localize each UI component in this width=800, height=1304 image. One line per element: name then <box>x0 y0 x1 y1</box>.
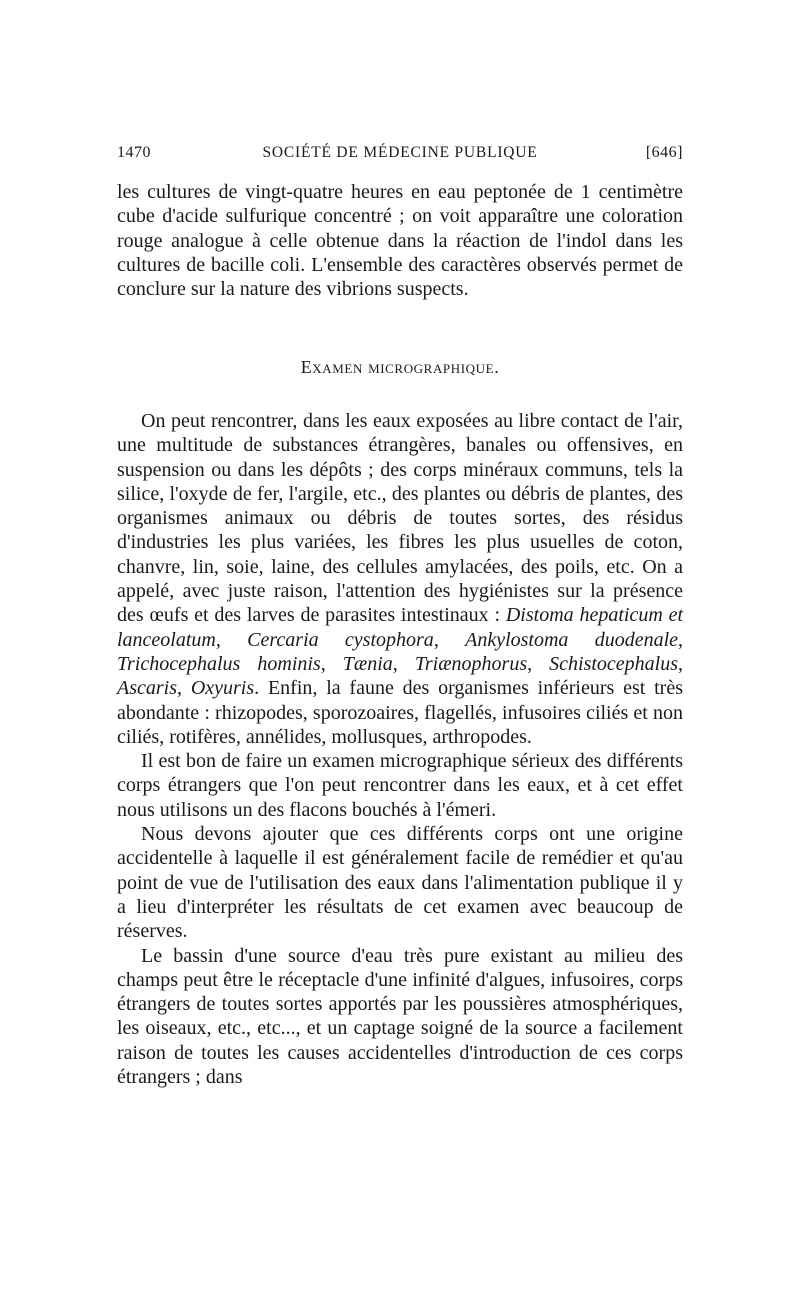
paragraph-origine: Nous devons ajouter que ces différents corps ont une origine accidentelle à laquelle il est généralement facile de remédier et qu'au point de vue de l'utilisation des eaux dans l'alimentation publique il y a lieu d'interpréter les résultats de cet examen avec beaucoup de réserves. <box>117 823 683 943</box>
paragraph-parasites-start: On peut rencontrer, dans les eaux exposées au libre contact de l'air, une multitude de substances étrangères, banales ou offensives, en suspension ou dans les dépôts ; des corps minéraux communs, tels la silice, l'oxyde de fer, l'argile, etc., des plantes ou débris de plantes, des organismes animaux ou débris de toutes sortes, des résidus d'industries les plus variées, les fibres les plus usuelles de coton, chanvre, lin, soie, laine, des cellules amylacées, des poils, etc. On a appelé, avec juste raison, l'attention des hygiénistes sur la présence des œufs et des larves de parasites intestinaux : <box>117 410 683 627</box>
species-name: Schistocephalus <box>549 652 679 675</box>
page-number: 1470 <box>117 144 151 161</box>
paragraph-examen: Il est bon de faire un examen micrographique sérieux des différents corps étrangers que l'on peut rencontrer dans les eaux, et à cet effet nous utilisons un des flacons bouchés à l'émeri. <box>117 750 683 821</box>
main-text-block <box>117 409 683 1089</box>
species-name: Trichocephalus hominis <box>117 652 321 675</box>
section-heading-text: Examen micrographique. <box>300 357 500 377</box>
species-name: Triænophorus <box>414 652 528 675</box>
journal-title: SOCIÉTÉ DE MÉDECINE PUBLIQUE <box>262 144 538 161</box>
species-name: Tænia <box>342 652 393 675</box>
section-number: [646] <box>645 144 683 161</box>
species-name: Distoma hepaticum et lanceolatum <box>117 604 684 651</box>
species-name: Ankylostoma duodenale <box>465 628 679 651</box>
paragraph-parasites-end: . Enfin, la faune des organismes inférieurs est très abondante : rhizopodes, sporozoaires, flagellés, infusoires ciliés et non ciliés, rotifères, annélides, mollusques, arthropodes. <box>117 677 683 748</box>
species-name: Cercaria cystophora <box>247 628 434 651</box>
paragraph-bassin: Le bassin d'une source d'eau très pure existant au milieu des champs peut être le réceptacle d'une infinité d'algues, infusoires, corps étrangers de toutes sortes apportés par les poussières atmosphériques, les oiseaux, etc., etc..., et un captage soigné de la source a facilement raison de toutes les causes accidentelles d'introduction de ces corps étrangers ; dans <box>117 944 683 1089</box>
running-head <box>117 144 683 168</box>
section-heading <box>117 357 683 378</box>
paragraph-parasites: On peut rencontrer, dans les eaux exposées au libre contact de l'air, une multitude de substances étrangères, banales ou offensives, en suspension ou dans les dépôts ; des corps minéraux communs, tels la silice, l'oxyde de fer, l'argile, etc., des plantes ou débris de plantes, des organismes animaux ou débris de toutes sortes, des résidus d'industries les plus variées, les fibres les plus usuelles de coton, chanvre, lin, soie, laine, des cellules amylacées, des poils, etc. On a appelé, avec juste raison, l'attention des hygiénistes sur la présence des œufs et des larves de parasites intestinaux : Distoma hepaticum et lanceolatum, Cercaria cystophora, Ankylostoma duodenale, Trichocephalus hominis, Tænia, Triænophorus, Schistocephalus, Ascaris, Oxyuris. Enfin, la faune des organismes inférieurs est très abondante : rhizopodes, sporozoaires, flagellés, infusoires ciliés et non ciliés, rotifères, annélides, mollusques, arthropodes. <box>117 410 684 748</box>
species-name: Oxyuris <box>190 677 255 700</box>
species-name: Ascaris <box>117 677 177 700</box>
intro-paragraph: les cultures de vingt-quatre heures en eau peptonée de 1 centimètre cube d'acide sulfurique concentré ; on voit apparaître une coloration rouge analogue à celle obtenue dans la réaction de l'indol dans les cultures de bacille coli. L'ensemble des caractères observés permet de conclure sur la nature des vibrions suspects. <box>117 181 683 301</box>
intro-text-block <box>117 180 683 301</box>
